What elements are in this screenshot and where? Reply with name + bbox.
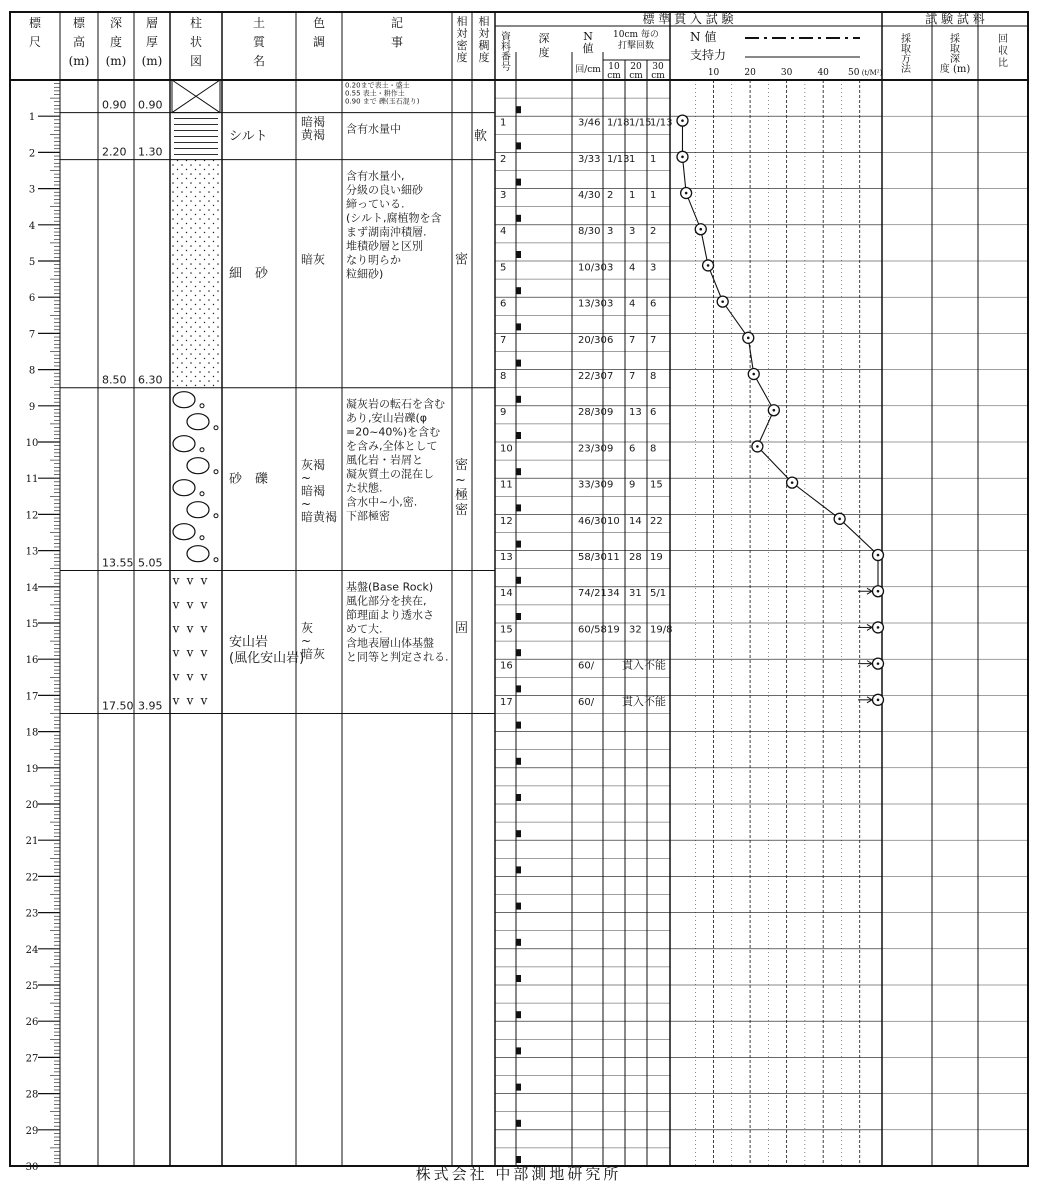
spt-sample-no: 13 [500, 552, 513, 564]
andesite-symbol: v [200, 597, 208, 612]
depth-label-17: 17 [25, 691, 39, 703]
layer-thickness: 0.90 [138, 98, 163, 112]
n-value-point-center [681, 156, 684, 159]
spt-blow-30: 19/8 [650, 624, 673, 636]
spt-n-ratio: 8/30 [578, 226, 601, 238]
sample-marker [516, 830, 521, 837]
depth-label-5: 5 [28, 257, 36, 268]
sample-marker [516, 323, 521, 330]
spt-n-ratio: 46/30 [578, 515, 607, 527]
relative-density-3: 密 [455, 252, 469, 268]
sample-marker [516, 179, 521, 186]
remark-5: 基盤(Base Rock)風化部分を挟在,節理面より透水さめて大.含地表層山体基盤と同等と判定される. [346, 580, 449, 664]
spt-blow-20: 28 [629, 552, 642, 564]
andesite-symbol: v [200, 573, 208, 588]
spt-sample-no: 3 [500, 190, 507, 202]
spt-blow-20: 7 [629, 371, 636, 383]
gravel-symbol [200, 448, 204, 452]
depth-label-6: 6 [28, 293, 36, 305]
n-value-point-center [685, 192, 688, 195]
sample-marker [516, 975, 521, 982]
sample-marker [516, 758, 521, 765]
sample-marker [516, 1120, 521, 1127]
sample-marker [516, 649, 521, 656]
column-header: 柱状図 [189, 16, 203, 68]
n-value-point-center [791, 481, 794, 484]
depth-label-18: 18 [25, 727, 39, 739]
gravel-symbol [214, 514, 218, 518]
spt-n-ratio: 58/30 [578, 552, 607, 564]
gravel-symbol [187, 502, 209, 518]
relative-consistency-2: 軟 [474, 129, 488, 145]
spt-sample-no: 15 [500, 624, 513, 636]
layer-depth: 2.20 [102, 145, 127, 159]
sample-marker [516, 541, 521, 548]
spt-blow-20: 9 [629, 479, 636, 491]
spt-blow-20: 13 [629, 407, 642, 419]
n-unit-header: 回/cm [575, 65, 601, 75]
spt-blow-30: 1/13 [650, 117, 673, 129]
depth-label-30: 30 [25, 1162, 39, 1173]
n-value-point-center [699, 228, 702, 231]
andesite-symbol: v [186, 693, 194, 708]
andesite-symbol: v [200, 645, 208, 660]
color-header: 色調 [312, 16, 326, 49]
n-value-point-center [681, 119, 684, 122]
spt-sample-no: 12 [500, 515, 513, 527]
andesite-symbol: v [200, 621, 208, 636]
depth-label-14: 14 [25, 582, 39, 594]
n-value-point-center [877, 699, 880, 702]
depth-label-8: 8 [28, 365, 36, 377]
sample-marker [516, 432, 521, 439]
sample-depth-header: 採取深度 (m) [939, 34, 971, 75]
depth-label-3: 3 [28, 184, 36, 196]
n-value-header: N 値 [582, 30, 594, 55]
andesite-symbol: v [200, 693, 208, 708]
spt-n-ratio: 22/30 [578, 371, 607, 383]
spt-blow-10: 1/18 [607, 117, 630, 129]
spt-blow-10: 19 [607, 624, 620, 636]
sample-marker [516, 866, 521, 873]
depth-label-26: 26 [25, 1017, 39, 1029]
andesite-symbol: v [186, 597, 194, 612]
gravel-symbol [200, 492, 204, 496]
n-value-point-center [707, 264, 710, 267]
gravel-symbol [214, 558, 218, 562]
spt-blow-30: 19 [650, 552, 663, 564]
depth-label-7: 7 [28, 329, 36, 341]
layer-thickness: 3.95 [138, 699, 163, 713]
n-value-point-center [838, 518, 841, 521]
spt-n-ratio: 33/30 [578, 479, 607, 491]
spt-blow-10: 3 [607, 262, 614, 274]
soil-color-2: 暗褐黄褐 [301, 115, 326, 143]
depth-label-15: 15 [25, 619, 39, 630]
soil-name-4: 砂 礫 [229, 472, 269, 488]
layer-depth: 0.90 [102, 98, 127, 112]
spt-blow-30: 1 [650, 153, 657, 165]
gravel-symbol [187, 546, 209, 562]
spt-n-ratio: 10/30 [578, 262, 607, 274]
andesite-symbol: v [172, 669, 180, 684]
andesite-symbol: v [186, 573, 194, 588]
sample-marker [516, 1084, 521, 1091]
blow-30-header: 30 cm [651, 62, 665, 81]
sample-marker [516, 468, 521, 475]
spt-blow-10: 11 [607, 552, 620, 564]
sample-marker [516, 1047, 521, 1054]
spt-blow-30: 2 [650, 226, 657, 238]
gravel-symbol [173, 524, 195, 540]
spt-blow-20: 3 [629, 226, 636, 238]
elevation-header: 標高(m) [68, 16, 90, 68]
spt-sample-no: 1 [500, 117, 507, 129]
spt-blow-30: 7 [650, 334, 657, 346]
spt-blow-10: 1/13 [607, 153, 630, 165]
sampling-header: 試 験 試 料 [925, 12, 985, 26]
depth-label-11: 11 [25, 474, 39, 486]
andesite-symbol: v [200, 669, 208, 684]
spt-blow-10: 34 [607, 588, 620, 600]
andesite-symbol: v [186, 669, 194, 684]
depth-label-12: 12 [25, 510, 39, 522]
spt-sample-no: 14 [500, 588, 513, 600]
blow-20-header: 20 cm [629, 62, 643, 81]
soil-name-5: 安山岩(風化安山岩) [229, 635, 305, 667]
spt-blow-30: 22 [650, 515, 663, 527]
spt-blow-30: 6 [650, 298, 657, 310]
gravel-symbol [214, 470, 218, 474]
andesite-symbol: v [172, 621, 180, 636]
n-value-point-center [752, 373, 755, 376]
depth-label-19: 19 [25, 763, 39, 775]
spt-blow-20: 1/15 [629, 117, 652, 129]
n-value-point-center [877, 626, 880, 629]
spt-sample-no: 10 [500, 443, 513, 455]
sample-marker [516, 396, 521, 403]
spt-blow-10: 2 [607, 190, 614, 202]
sample-method-header: 採取方法 [901, 34, 911, 75]
depth-label-9: 9 [28, 401, 36, 413]
sample-marker [516, 903, 521, 910]
blow-10-header: 10 cm [607, 62, 621, 81]
andesite-symbol: v [186, 645, 194, 660]
andesite-symbol: v [172, 597, 180, 612]
spt-blow-20: 1 [629, 190, 636, 202]
sample-marker [516, 722, 521, 729]
spt-n-ratio: 60/58 [578, 624, 607, 636]
layer-depth: 13.55 [102, 556, 134, 570]
sample-marker [516, 1156, 521, 1163]
depth-label-27: 27 [25, 1053, 39, 1065]
spt-sample-no: 8 [500, 371, 507, 383]
spt-blow-30: 8 [650, 443, 657, 455]
graph-tick-50: 50 [848, 68, 860, 78]
remark-2: 含有水量中 [346, 122, 401, 136]
spt-blow-10: 3 [607, 298, 614, 310]
spt-blow-10: 6 [607, 334, 614, 346]
spt-sample-no: 9 [500, 407, 507, 419]
recovery-header: 回収比 [998, 34, 1008, 69]
gravel-symbol [187, 414, 209, 430]
gravel-symbol [200, 404, 204, 408]
soil-layer-4 [173, 392, 218, 562]
n-value-point-center [877, 662, 880, 665]
depth-label-21: 21 [25, 836, 39, 848]
sample-marker [516, 1011, 521, 1018]
spt-sample-no: 5 [500, 262, 507, 274]
spt-blow-10: 3 [607, 226, 614, 238]
spt-blow-30: 5/1 [650, 588, 667, 600]
soil-color-3: 暗灰 [301, 252, 326, 267]
remarks-header: 記事 [390, 16, 404, 49]
sample-marker [516, 360, 521, 367]
depth-label-20: 20 [25, 800, 39, 811]
gravel-symbol [214, 426, 218, 430]
spt-refusal-note: 貫入不能 [622, 658, 666, 672]
spt-n-ratio: 74/21 [578, 588, 607, 600]
graph-n-label: N 値 [690, 30, 717, 44]
spt-n-ratio: 60/ [578, 660, 595, 672]
graph-tick-20: 20 [744, 68, 756, 78]
relative-consistency-header: 相対稠度 [478, 15, 490, 64]
andesite-symbol: v [172, 573, 180, 588]
spt-n-ratio: 4/30 [578, 190, 601, 202]
andesite-symbol: v [186, 621, 194, 636]
company-footer: 株式会社 中部測地研究所 [415, 1165, 622, 1183]
layer-thickness: 6.30 [138, 373, 163, 387]
depth-label-24: 24 [25, 944, 39, 956]
sample-marker [516, 251, 521, 258]
spt-sample-no: 4 [500, 226, 507, 238]
spt-n-ratio: 23/30 [578, 443, 607, 455]
depth-label-25: 25 [25, 981, 39, 992]
sample-marker [516, 939, 521, 946]
sample-marker [516, 577, 521, 584]
n-value-point-center [877, 590, 880, 593]
gravel-symbol [200, 536, 204, 540]
relative-density-4: 密~極密 [455, 458, 469, 519]
spt-blow-20: 7 [629, 334, 636, 346]
graph-unit-label: (t/M²) [861, 69, 883, 77]
depth-label-28: 28 [25, 1089, 39, 1101]
remark-4: 凝灰岩の転石を含むあり,安山岩礫(φ =20~40%)を含むを含み,全体として風化岩・岩屑と凝灰質土の混在した状態.含水中~小,密.下部極密 [346, 397, 445, 523]
sample-marker [516, 287, 521, 294]
depth-label-1: 1 [28, 112, 36, 124]
depth-label-10: 10 [25, 438, 39, 449]
spt-blow-20: 31 [629, 588, 642, 600]
spt-blow-20: 14 [629, 515, 642, 527]
spt-blow-20: 4 [629, 298, 636, 310]
spt-sample-no: 6 [500, 298, 507, 310]
gravel-symbol [173, 392, 195, 408]
gravel-symbol [187, 458, 209, 474]
spt-blow-10: 10 [607, 515, 620, 527]
thickness-header: 層厚(m) [141, 16, 163, 68]
depth-label-16: 16 [25, 655, 39, 667]
sample-marker [516, 504, 521, 511]
n-value-point-center [721, 300, 724, 303]
soil-name-header: 土質名 [252, 16, 266, 68]
relative-density-header: 相対密度 [456, 15, 468, 64]
spt-blow-30: 15 [650, 479, 663, 491]
n-value-point-center [756, 445, 759, 448]
spt-refusal-note: 貫入不能 [622, 694, 666, 708]
spt-n-ratio: 3/33 [578, 153, 601, 165]
gravel-symbol [173, 480, 195, 496]
scale-header: 標尺 [28, 16, 42, 49]
spt-blow-20: 1 [629, 153, 636, 165]
layer-depth: 8.50 [102, 373, 127, 387]
spt-n-ratio: 13/30 [578, 298, 607, 310]
spt-blow-30: 6 [650, 407, 657, 419]
layer-thickness: 5.05 [138, 556, 163, 570]
spt-blow-30: 1 [650, 190, 657, 202]
graph-tick-30: 30 [780, 68, 793, 78]
sand-symbol [171, 160, 221, 388]
spt-sample-no: 7 [500, 334, 507, 346]
spt-blow-20: 4 [629, 262, 636, 274]
spt-n-ratio: 60/ [578, 696, 595, 708]
depth-label-4: 4 [28, 220, 36, 232]
spt-blow-30: 8 [650, 371, 657, 383]
n-value-point-center [877, 554, 880, 557]
graph-tick-10: 10 [707, 68, 720, 78]
sample-marker [516, 142, 521, 149]
andesite-symbol: v [172, 693, 180, 708]
graph-bearing-label: 支持力 [690, 48, 727, 62]
soil-color-4: 灰褐~暗褐~暗黄褐 [301, 458, 338, 525]
spt-sample-no: 2 [500, 153, 507, 165]
sample-marker [516, 613, 521, 620]
n-value-point-center [773, 409, 776, 412]
sample-marker [516, 794, 521, 801]
graph-tick-40: 40 [817, 68, 829, 78]
relative-density-5: 固 [455, 621, 469, 637]
spt-blow-10: 7 [607, 371, 614, 383]
spt-blow-20: 32 [629, 624, 642, 636]
sample-no-header: 資料番号 [501, 32, 511, 73]
soil-name-3: 細 砂 [229, 266, 269, 282]
spt-blow-20: 6 [629, 443, 636, 455]
sample-marker [516, 106, 521, 113]
layer-depth: 17.50 [102, 699, 134, 713]
soil-color-5: 灰~暗灰 [301, 621, 326, 662]
n-value-line [682, 121, 878, 592]
n-value-point-center [747, 337, 750, 340]
sample-marker [516, 215, 521, 222]
spt-sample-no: 17 [500, 696, 513, 708]
layer-thickness: 1.30 [138, 145, 163, 159]
depth-label-13: 13 [25, 546, 39, 558]
spt-sample-no: 11 [500, 479, 513, 491]
spt-depth-header: 深度 [538, 32, 550, 59]
depth-label-22: 22 [25, 872, 39, 884]
soil-name-2: シルト [229, 129, 268, 145]
depth-label-29: 29 [25, 1125, 39, 1137]
blow-count-header: 10cm 毎の打撃回数 [613, 30, 659, 51]
spt-header: 標 準 貫 入 試 験 [642, 12, 734, 26]
spt-n-ratio: 20/30 [578, 334, 607, 346]
spt-blow-10: 9 [607, 407, 614, 419]
spt-blow-10: 9 [607, 479, 614, 491]
remark-3: 含有水量小,分級の良い細砂締っている. (シルト,腐植物を含まず湖南沖積層.堆積砂層と区別なり明らか粒細砂) [346, 169, 442, 281]
sample-marker [516, 685, 521, 692]
soil-layer-3 [171, 160, 221, 388]
spt-blow-10: 9 [607, 443, 614, 455]
spt-n-ratio: 28/30 [578, 407, 607, 419]
surface-note: 0.20まで表土・盛土 0.55 表土・耕作土 0.90 まで 礫(玉石混り) [345, 81, 420, 106]
spt-sample-no: 16 [500, 660, 513, 672]
depth-header: 深度(m) [105, 16, 127, 68]
andesite-symbol: v [172, 645, 180, 660]
depth-label-2: 2 [28, 148, 36, 160]
spt-blow-30: 3 [650, 262, 657, 274]
depth-label-23: 23 [25, 908, 39, 920]
spt-n-ratio: 3/46 [578, 117, 601, 129]
gravel-symbol [173, 436, 195, 452]
